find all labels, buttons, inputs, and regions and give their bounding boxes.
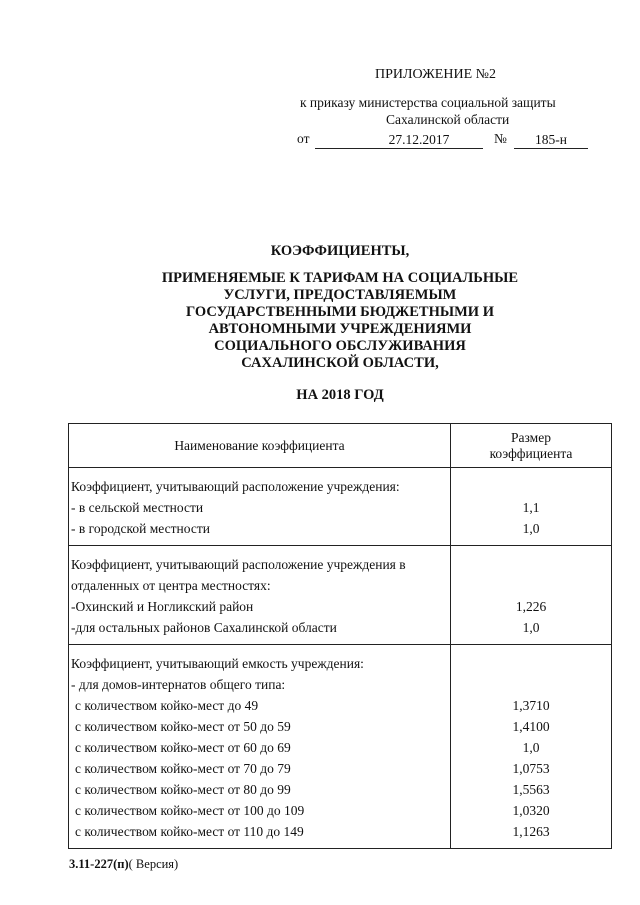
title-line-4: ГОСУДАРСТВЕННЫМИ БЮДЖЕТНЫМИ И <box>186 304 494 320</box>
header-coefficient-name: Наименование коэффициента <box>69 424 451 468</box>
row-value: 1,226 <box>515 599 547 614</box>
footer-code: 3.11-227(п) <box>69 857 129 871</box>
header-value-line-2: коэффициента <box>489 445 573 461</box>
row-label: - для домов-интернатов общего типа: <box>71 677 286 692</box>
row-label: с количеством койко-мест от 50 до 59 <box>75 719 291 734</box>
title-year: НА 2018 ГОД <box>296 387 384 403</box>
row-value: 1,0753 <box>512 761 550 776</box>
section-location-names <box>69 468 451 546</box>
section-capacity-values <box>451 645 612 849</box>
row-value: 1,0 <box>522 740 540 755</box>
table-row <box>69 645 612 849</box>
section-location-values <box>451 468 612 546</box>
page-footer <box>69 857 178 872</box>
row-label: - в сельской местности <box>71 500 204 515</box>
row-label: -для остальных районов Сахалинской области <box>71 620 337 635</box>
section-capacity-names <box>69 645 451 849</box>
row-value: 1,1263 <box>512 824 550 839</box>
section-heading: отдаленных от центра местностях: <box>71 578 271 593</box>
title-line-7: САХАЛИНСКОЙ ОБЛАСТИ, <box>241 355 439 371</box>
appendix-from-label: от <box>297 131 310 146</box>
row-label: -Охинский и Ногликский район <box>71 599 254 614</box>
section-heading: Коэффициент, учитывающий емкость учреждения: <box>71 656 364 671</box>
appendix-number-sign: № <box>494 131 507 146</box>
appendix-line-order: к приказу министерства социальной защиты <box>300 95 556 110</box>
section-remote-values <box>451 546 612 645</box>
section-heading: Коэффициент, учитывающий расположение учреждения: <box>71 479 400 494</box>
table-header-row <box>69 424 612 468</box>
appendix-date: 27.12.2017 <box>315 131 483 149</box>
title-line-6: СОЦИАЛЬНОГО ОБСЛУЖИВАНИЯ <box>214 338 466 354</box>
row-value <box>451 554 611 575</box>
row-value: 1,0 <box>522 521 540 536</box>
row-label: с количеством койко-мест от 100 до 109 <box>75 803 305 818</box>
title-line-3: УСЛУГИ, ПРЕДОСТАВЛЯЕМЫМ <box>223 287 457 303</box>
section-heading: Коэффициент, учитывающий расположение учреждения в <box>71 557 406 572</box>
row-value <box>451 476 611 497</box>
row-value: 1,1 <box>522 500 540 515</box>
table-row <box>69 546 612 645</box>
appendix-title: ПРИЛОЖЕНИЕ №2 <box>375 67 496 82</box>
title-line-1: КОЭФФИЦИЕНТЫ, <box>270 243 410 259</box>
appendix-number: 185-н <box>514 131 588 149</box>
header-coefficient-value <box>451 424 612 468</box>
row-label: с количеством койко-мест от 80 до 99 <box>75 782 291 797</box>
row-value: 1,0320 <box>512 803 550 818</box>
footer-version: ( Версия) <box>128 857 179 871</box>
row-label: с количеством койко-мест от 60 до 69 <box>75 740 291 755</box>
row-value <box>451 653 611 674</box>
row-value <box>451 575 611 596</box>
row-label: с количеством койко-мест до 49 <box>75 698 259 713</box>
row-label: с количеством койко-мест от 110 до 149 <box>75 824 304 839</box>
table-row <box>69 468 612 546</box>
row-value: 1,3710 <box>512 698 550 713</box>
title-line-5: АВТОНОМНЫМИ УЧРЕЖДЕНИЯМИ <box>208 321 472 337</box>
row-value: 1,4100 <box>512 719 550 734</box>
section-remote-names <box>69 546 451 645</box>
title-line-2: ПРИМЕНЯЕМЫЕ К ТАРИФАМ НА СОЦИАЛЬНЫЕ <box>161 270 519 286</box>
row-value <box>451 674 611 695</box>
row-value: 1,5563 <box>512 782 550 797</box>
row-value: 1,0 <box>522 620 540 635</box>
document-title <box>120 243 560 404</box>
appendix-line-region: Сахалинской области <box>386 112 510 127</box>
header-value-line-1: Размер <box>511 429 551 445</box>
row-label: с количеством койко-мест от 70 до 79 <box>75 761 291 776</box>
coefficients-table <box>68 423 612 849</box>
row-label: - в городской местности <box>71 521 210 536</box>
